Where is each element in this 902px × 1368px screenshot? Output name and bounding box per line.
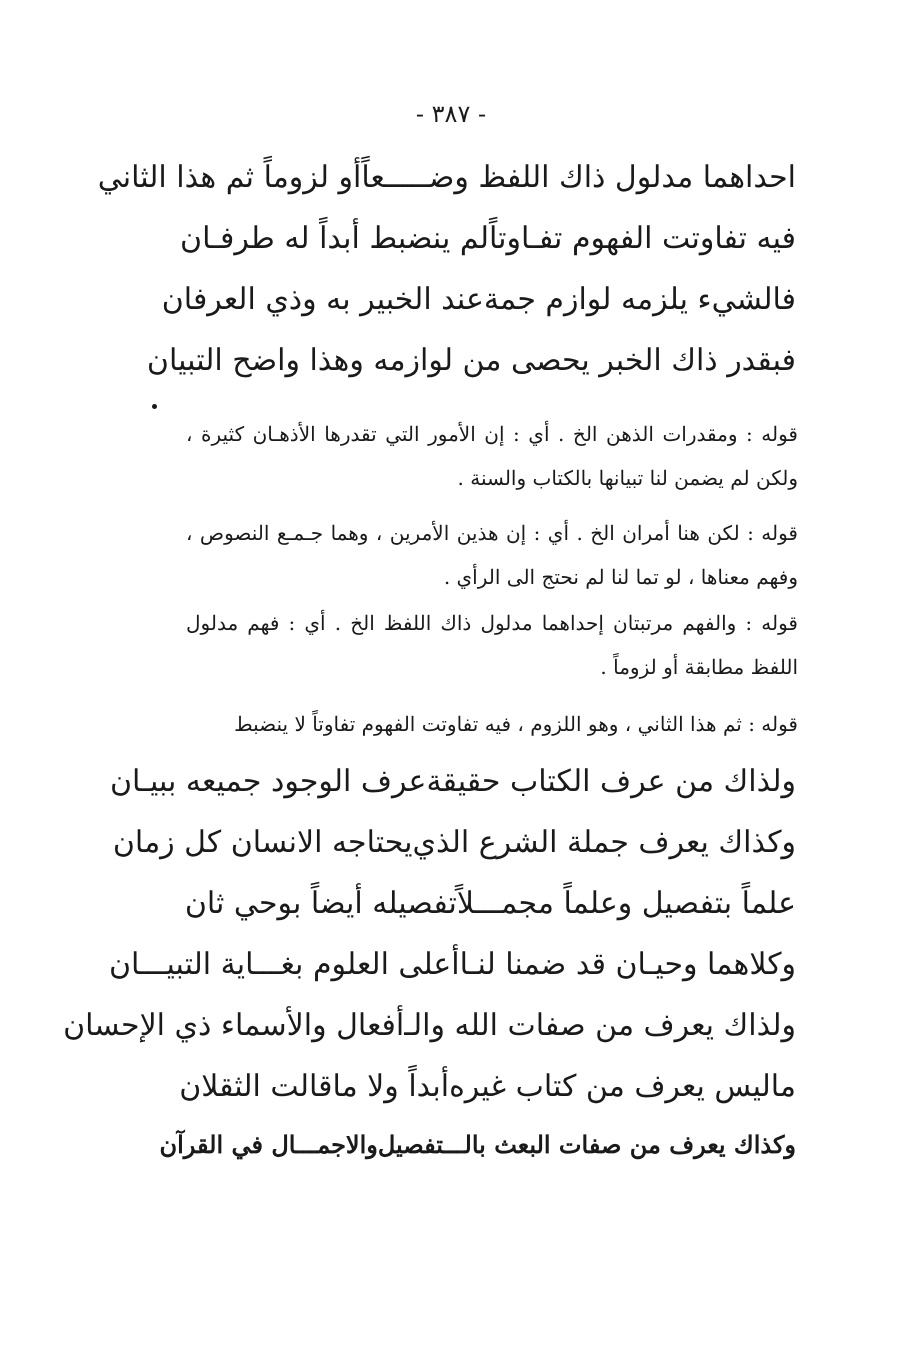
hemistich-second: لم ينضبط أبداً له طرفـان [180, 221, 489, 256]
hemistich-second: أفعال والأسماء ذي الإحسان [63, 1008, 405, 1043]
commentary-paragraph [186, 702, 798, 746]
hemistich-first: احداهما مدلول ذاك اللفظ وضـــــعاً [361, 160, 796, 195]
verse-line [161, 282, 796, 343]
hemistich-first: ولذاك يعرف من صفات الله والـ [404, 1008, 796, 1043]
commentary-text: قوله : ومقدرات الذهن الخ . أي : إن الأمور التي تقدرها الأذهـان كثيرة ، ولكن لم يضمن لنا تبيانها بالكتاب والسنة . [186, 422, 798, 490]
hemistich-second: والاجمـــال في القرآن [159, 1130, 378, 1159]
hemistich-first: فالشيء يلزمه لوازم جمة [483, 282, 796, 317]
hemistich-second: أبداً ولا ماقالت الثقلان [179, 1069, 450, 1104]
hemistich-first: وكذاك يعرف جملة الشرع الذي [412, 825, 796, 860]
hemistich-second: أو لزوماً ثم هذا الثاني [97, 160, 362, 195]
verse-line [146, 343, 796, 404]
hemistich-second: زمه وهذا واضح التبيان [146, 343, 421, 378]
commentary-paragraph [186, 601, 798, 689]
commentary-paragraph [186, 511, 798, 599]
commentary-text: قوله : لكن هنا أمران الخ . أي : إن هذين الأمرين ، وهما جـمـع النصوص ، وفهم معناها ، لو تما لنا لم نحتج الى الرأي . [186, 521, 798, 589]
hemistich-second: أعلى العلوم بغـــاية التبيـــان [108, 947, 460, 982]
hemistich-second: عرف الوجود جميعه ببيـان [109, 764, 427, 799]
hemistich-first: وكذاك يعرف من صفات البعث بالـــتفصيل [377, 1130, 796, 1159]
hemistich-first: ماليس يعرف من كتاب غيره [449, 1069, 796, 1104]
verse-block-top [97, 160, 796, 404]
page-number: - ٣٨٧ - [415, 100, 487, 128]
commentary-text: قوله : ثم هذا الثاني ، وهو اللزوم ، فيه تفاوتت الفهوم تفاوتاً لا ينضبط [234, 712, 798, 736]
verse-line [112, 825, 796, 886]
hemistich-second: عند الخبير به وذي العرفان [161, 282, 484, 317]
hemistich-first: فبقدر ذاك الخبر يحصى من لوا [420, 343, 796, 378]
verse-line [159, 1130, 796, 1178]
commentary-paragraph [186, 412, 798, 500]
verse-line [184, 886, 796, 947]
commentary-text: قوله : والفهم مرتبتان إحداهما مدلول ذاك اللفظ الخ . أي : فهم مدلول اللفظ مطابقة أو لزوماً . [186, 611, 798, 679]
hemistich-second: تفصيله أيضاً بوحي ثان [184, 886, 457, 921]
hemistich-first: وكلاهما وحيـان قد ضمنا لنـا [459, 947, 796, 982]
verse-line [63, 1008, 796, 1069]
hemistich-second: يحتاجه الانسان كل زمان [112, 825, 413, 860]
hemistich-first: ولذاك من عرف الكتاب حقيقة [426, 764, 796, 799]
verse-line [97, 160, 796, 221]
verse-block-bottom [63, 764, 796, 1178]
verse-line [180, 221, 796, 282]
ink-dot [152, 404, 157, 409]
verse-line [179, 1069, 796, 1130]
verse-line [109, 764, 796, 825]
hemistich-first: علماً بتفصيل وعلماً مجمـــلاً [456, 886, 796, 921]
verse-line [108, 947, 796, 1008]
hemistich-first: فيه تفاوتت الفهوم تفـاوتاً [488, 221, 796, 256]
